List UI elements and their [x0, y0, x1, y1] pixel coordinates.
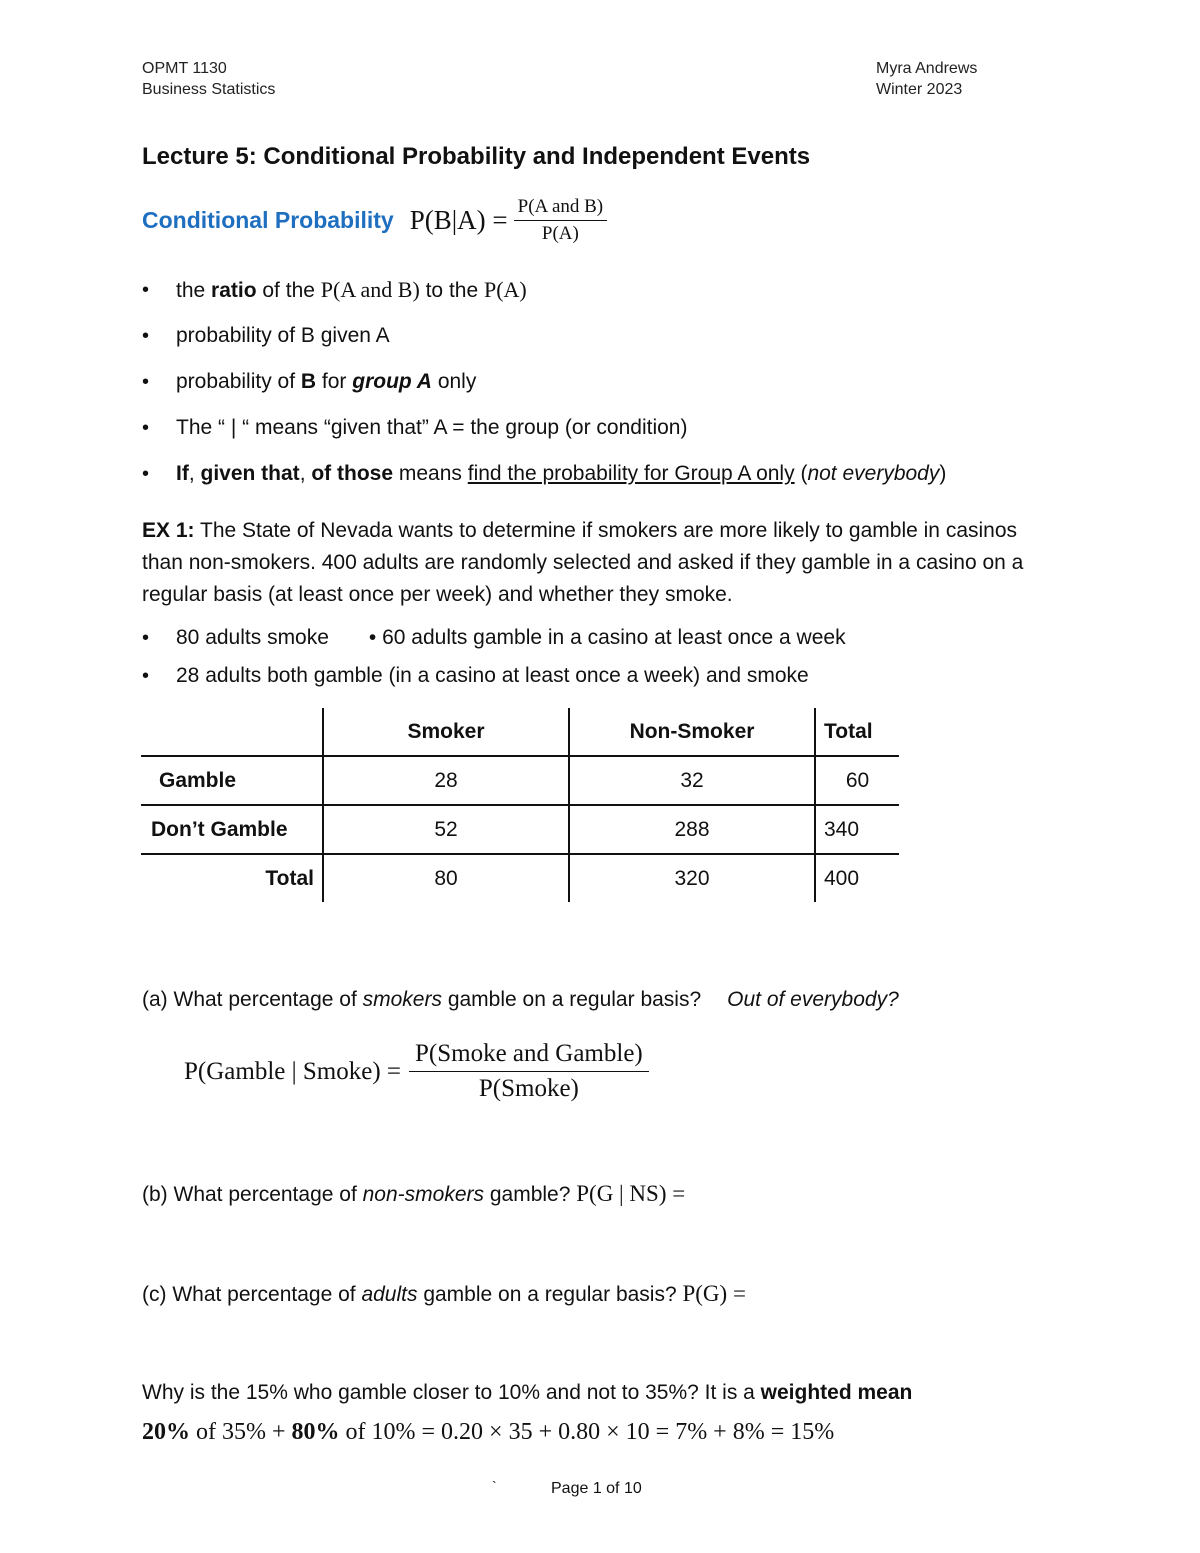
fact-gamblers: • 60 adults gamble in a casino at least once a week — [368, 626, 846, 649]
text-italic: smokers — [362, 988, 442, 1011]
math-text: P(A) — [483, 277, 527, 302]
table-cell: 32 — [569, 756, 815, 805]
text-underlined: find the probability for Group A only — [467, 462, 795, 485]
formula-fraction — [514, 196, 608, 245]
course-code: OPMT 1130 — [142, 60, 227, 77]
conditional-probability-definition — [142, 190, 607, 250]
row-label-dont-gamble: Don’t Gamble — [141, 805, 323, 854]
example-label: EX 1: — [142, 519, 195, 542]
table-row — [141, 805, 899, 854]
text: to the — [419, 279, 484, 302]
contingency-table — [141, 708, 899, 902]
math-text: P(G | NS) = — [576, 1181, 686, 1206]
list-item: • The “ | “ means “given that” A = the group (or condition) — [142, 414, 1102, 460]
row-label-total: Total — [141, 854, 323, 902]
text-italic: non-smokers — [362, 1183, 485, 1206]
example-facts — [142, 624, 1102, 700]
text: gamble? — [484, 1183, 577, 1206]
text: , — [299, 462, 312, 485]
contingency-table-wrapper — [141, 708, 899, 902]
text: (b) What percentage of — [142, 1183, 363, 1206]
text: gamble on a regular basis? — [441, 988, 702, 1011]
text: (c) What percentage of — [142, 1283, 362, 1306]
text-bold: ratio — [211, 279, 257, 302]
table-row — [141, 756, 899, 805]
table-cell: 320 — [569, 854, 815, 902]
text: for — [316, 370, 353, 393]
table-cell: 28 — [323, 756, 569, 805]
example-text: The State of Nevada wants to determine if smokers are more likely to gamble in casinos than non-smokers. 400 adults are randomly selected and asked if they gamble in a casino on a regular basis (at least once per week) and whether they smoke. — [142, 519, 1024, 606]
text-italic: not everybody — [807, 462, 940, 485]
text-bold: If — [176, 462, 189, 485]
list-item — [142, 624, 1102, 662]
weighted-mean-question — [142, 1381, 912, 1405]
text: probability of — [176, 370, 301, 393]
math-text: of 35% + — [190, 1419, 292, 1445]
list-item — [142, 368, 1102, 414]
question-c — [142, 1281, 746, 1307]
formula-numerator: P(Smoke and Gamble) — [409, 1040, 649, 1072]
table-cell: 60 — [815, 756, 899, 805]
formula-lhs: P(B|A) = — [409, 204, 508, 235]
list-item — [142, 460, 1102, 506]
formula-lhs: P(Gamble | Smoke) = — [184, 1057, 401, 1085]
formula-denominator: P(A) — [541, 222, 579, 244]
footer-mark: ` — [492, 1478, 497, 1494]
text: means — [393, 462, 468, 485]
text: gamble on a regular basis? — [417, 1283, 683, 1306]
instructor-name: Myra Andrews — [876, 60, 978, 77]
table-corner — [141, 708, 323, 756]
example-paragraph — [142, 515, 1062, 611]
header-left — [142, 58, 275, 100]
text-bold: weighted mean — [760, 1381, 913, 1404]
formula-denominator: P(Smoke) — [478, 1075, 579, 1102]
page-title: Lecture 5: Conditional Probability and Independent Events — [142, 143, 811, 170]
col-header-smoker: Smoker — [323, 708, 569, 756]
text: , — [188, 462, 201, 485]
math-bold: 80% — [291, 1419, 340, 1445]
table-row — [141, 854, 899, 902]
text: ( — [794, 462, 808, 485]
header-right — [876, 58, 977, 100]
text: (a) What percentage of — [142, 988, 363, 1011]
formula-fraction — [409, 1040, 649, 1103]
table-cell: 340 — [815, 805, 899, 854]
text: of the — [256, 279, 321, 302]
text-bold-italic: group A — [352, 370, 432, 393]
math-text: P(G) = — [682, 1281, 746, 1306]
formula-numerator: P(A and B) — [514, 196, 608, 221]
page-number: Page 1 of 10 — [551, 1480, 642, 1497]
text: the — [176, 279, 212, 302]
fact-smokers: 80 adults smoke — [176, 626, 329, 649]
definition-bullets — [142, 276, 1102, 506]
row-label-gamble: Gamble — [141, 756, 323, 805]
col-header-non-smoker: Non-Smoker — [569, 708, 815, 756]
section-label: Conditional Probability — [142, 206, 394, 233]
text: Why is the 15% who gamble closer to 10% and not to 35%? It is a — [142, 1381, 761, 1404]
text-bold: B — [300, 370, 317, 393]
col-header-total: Total — [815, 708, 899, 756]
table-header-row — [141, 708, 899, 756]
text: ) — [939, 462, 947, 485]
question-a — [142, 988, 899, 1012]
text-italic: adults — [361, 1283, 418, 1306]
list-item: • probability of B given A — [142, 322, 1102, 368]
text-bold: of those — [311, 462, 394, 485]
table-cell: 52 — [323, 805, 569, 854]
math-text: of 10% = 0.20 × 35 + 0.80 × 10 = 7% + 8% = 15% — [339, 1419, 835, 1445]
table-cell: 288 — [569, 805, 815, 854]
math-text: P(A and B) — [320, 277, 420, 302]
text-bold: given that — [200, 462, 300, 485]
question-a-formula — [184, 1040, 649, 1103]
course-name: Business Statistics — [142, 81, 276, 98]
math-bold: 20% — [142, 1419, 190, 1445]
term: Winter 2023 — [876, 81, 963, 98]
list-item — [142, 276, 1102, 322]
text: only — [431, 370, 477, 393]
table-cell: 80 — [323, 854, 569, 902]
question-b — [142, 1181, 685, 1207]
list-item: • 28 adults both gamble (in a casino at least once a week) and smoke — [142, 662, 1102, 700]
text-italic: Out of everybody? — [727, 988, 899, 1011]
table-cell: 400 — [824, 866, 860, 890]
weighted-mean-equation — [142, 1419, 834, 1446]
